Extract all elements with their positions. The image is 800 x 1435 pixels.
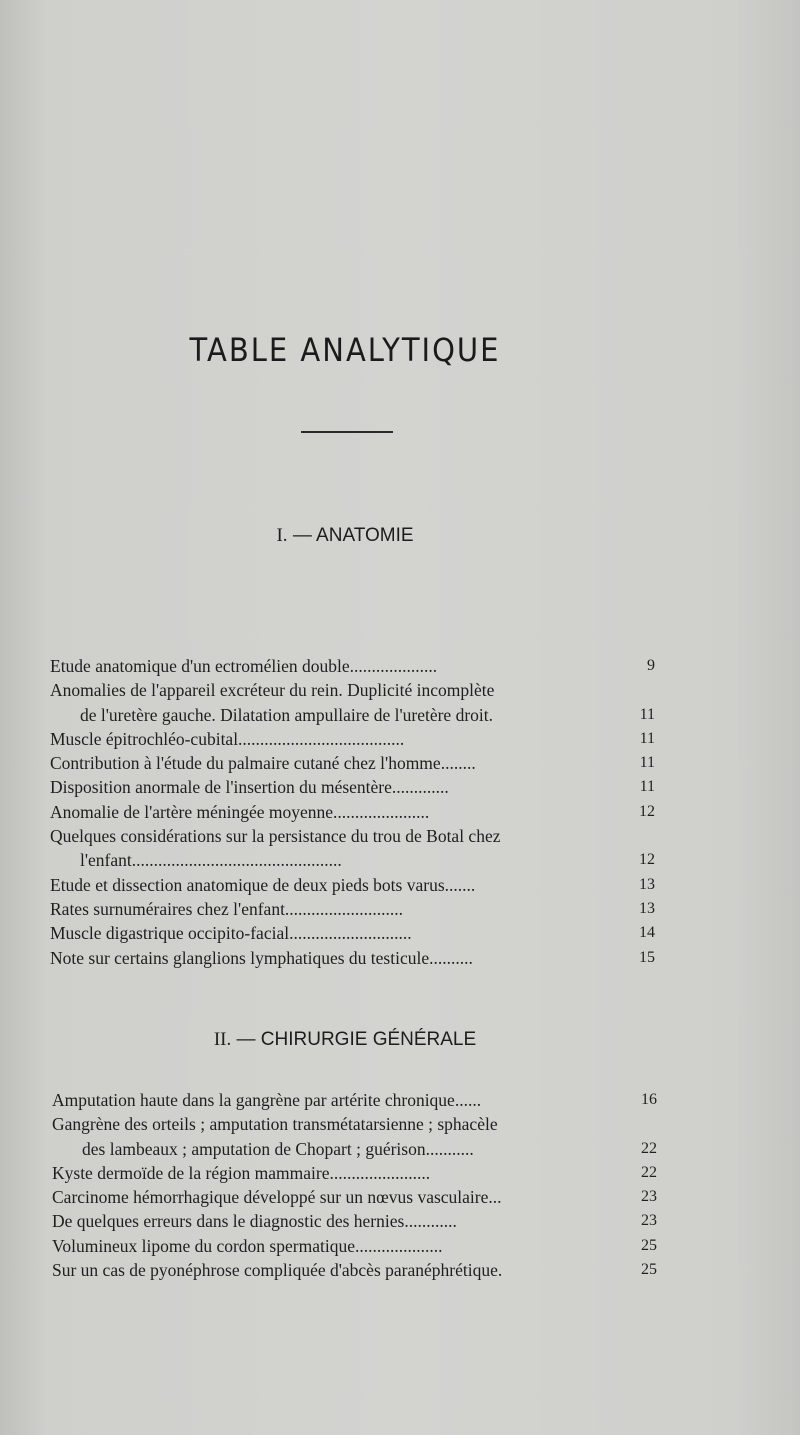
section-number: I. xyxy=(276,525,288,546)
section-dash: — xyxy=(236,1029,256,1050)
toc-entry[interactable] xyxy=(52,1112,657,1161)
entry-text: Rates surnuméraires chez l'enfant........................... xyxy=(50,898,404,919)
section-title: ANATOMIE xyxy=(316,525,414,546)
entry-text: Etude anatomique d'un ectromélien double.................... xyxy=(50,656,438,676)
page-number: 22 xyxy=(641,1139,657,1157)
page-number: 11 xyxy=(639,778,655,796)
section-heading-anatomie xyxy=(0,525,690,547)
page-number: 11 xyxy=(639,729,655,747)
page-number: 22 xyxy=(641,1163,657,1181)
toc-entry[interactable] xyxy=(50,751,655,775)
page-number: 11 xyxy=(639,754,655,772)
entry-text: Kyste dermoïde de la région mammaire....................... xyxy=(52,1162,431,1183)
entry-text: Gangrène des orteils ; amputation transmétatarsienne ; sphacèle xyxy=(52,1114,498,1135)
toc-entry[interactable] xyxy=(52,1209,657,1233)
toc-entry[interactable] xyxy=(50,654,655,678)
entry-text: Note sur certains glanglions lymphatiques du testicule.......... xyxy=(50,947,473,968)
page-number: 14 xyxy=(639,924,655,942)
page-number: 11 xyxy=(639,705,655,723)
entry-text: Amputation haute dans la gangrène par artérite chronique...... xyxy=(52,1090,482,1110)
toc-entry[interactable] xyxy=(50,946,655,970)
page-number: 25 xyxy=(641,1261,657,1279)
entry-text: Muscle épitrochléo-cubital...................................... xyxy=(50,728,405,749)
toc-entry[interactable] xyxy=(50,727,655,751)
section-dash: — xyxy=(292,525,312,546)
entry-text: Disposition anormale de l'insertion du mésentère............. xyxy=(50,777,449,798)
entry-text: Contribution à l'étude du palmaire cutané chez l'homme........ xyxy=(50,753,476,774)
toc-entry[interactable] xyxy=(50,873,655,897)
section-heading-chirurgie-generale xyxy=(0,1029,690,1051)
entry-text: Quelques considérations sur la persistance du trou de Botal chez xyxy=(50,826,501,847)
section-title: CHIRURGIE GÉNÉRALE xyxy=(260,1029,477,1050)
toc-entry[interactable] xyxy=(52,1234,657,1258)
toc-entry[interactable] xyxy=(50,800,655,824)
entry-text: Anomalie de l'artère méningée moyenne...................... xyxy=(50,801,430,822)
title-rule xyxy=(301,431,393,433)
page-number: 12 xyxy=(639,802,655,820)
entry-text: Muscle digastrique occipito-facial............................ xyxy=(50,923,412,944)
page-number: 15 xyxy=(639,948,655,966)
page-number: 23 xyxy=(641,1212,657,1230)
page-number: 9 xyxy=(647,657,655,674)
toc-entry[interactable] xyxy=(52,1161,657,1185)
page-number: 16 xyxy=(641,1091,657,1108)
page-number: 23 xyxy=(641,1188,657,1206)
toc-entry[interactable] xyxy=(50,775,655,799)
toc-entry[interactable] xyxy=(52,1088,657,1112)
entry-text: Anomalies de l'appareil excréteur du rein. Duplicité incomplète xyxy=(50,680,495,701)
section-number: II. xyxy=(213,1029,232,1050)
page-number: 13 xyxy=(639,875,655,893)
toc-list-chirurgie-generale xyxy=(52,1088,657,1282)
toc-entry[interactable] xyxy=(50,921,655,945)
entry-text-continuation: des lambeaux ; amputation de Chopart ; guérison........... xyxy=(82,1138,474,1159)
page-number: 25 xyxy=(641,1236,657,1254)
toc-entry[interactable] xyxy=(52,1258,657,1282)
entry-text: Sur un cas de pyonéphrose compliquée d'abcès paranéphrétique. xyxy=(52,1260,503,1281)
entry-text: Etude et dissection anatomique de deux pieds bots varus....... xyxy=(50,874,476,895)
entry-text: Volumineux lipome du cordon spermatique.................... xyxy=(52,1235,443,1256)
page-number: 12 xyxy=(639,851,655,869)
toc-entry[interactable] xyxy=(50,678,655,727)
toc-entry[interactable] xyxy=(52,1185,657,1209)
entry-text-continuation: de l'uretère gauche. Dilatation ampullaire de l'uretère droit. xyxy=(80,704,493,725)
entry-text-continuation: l'enfant................................................ xyxy=(80,850,342,871)
toc-entry[interactable] xyxy=(50,897,655,921)
entry-text: De quelques erreurs dans le diagnostic des hernies............ xyxy=(52,1211,457,1232)
toc-list-anatomie xyxy=(50,654,655,970)
toc-entry[interactable] xyxy=(50,824,655,873)
page-title: TABLE ANALYTIQUE xyxy=(189,331,501,369)
page-number: 13 xyxy=(639,899,655,917)
entry-text: Carcinome hémorrhagique développé sur un nœvus vasculaire... xyxy=(52,1187,502,1208)
